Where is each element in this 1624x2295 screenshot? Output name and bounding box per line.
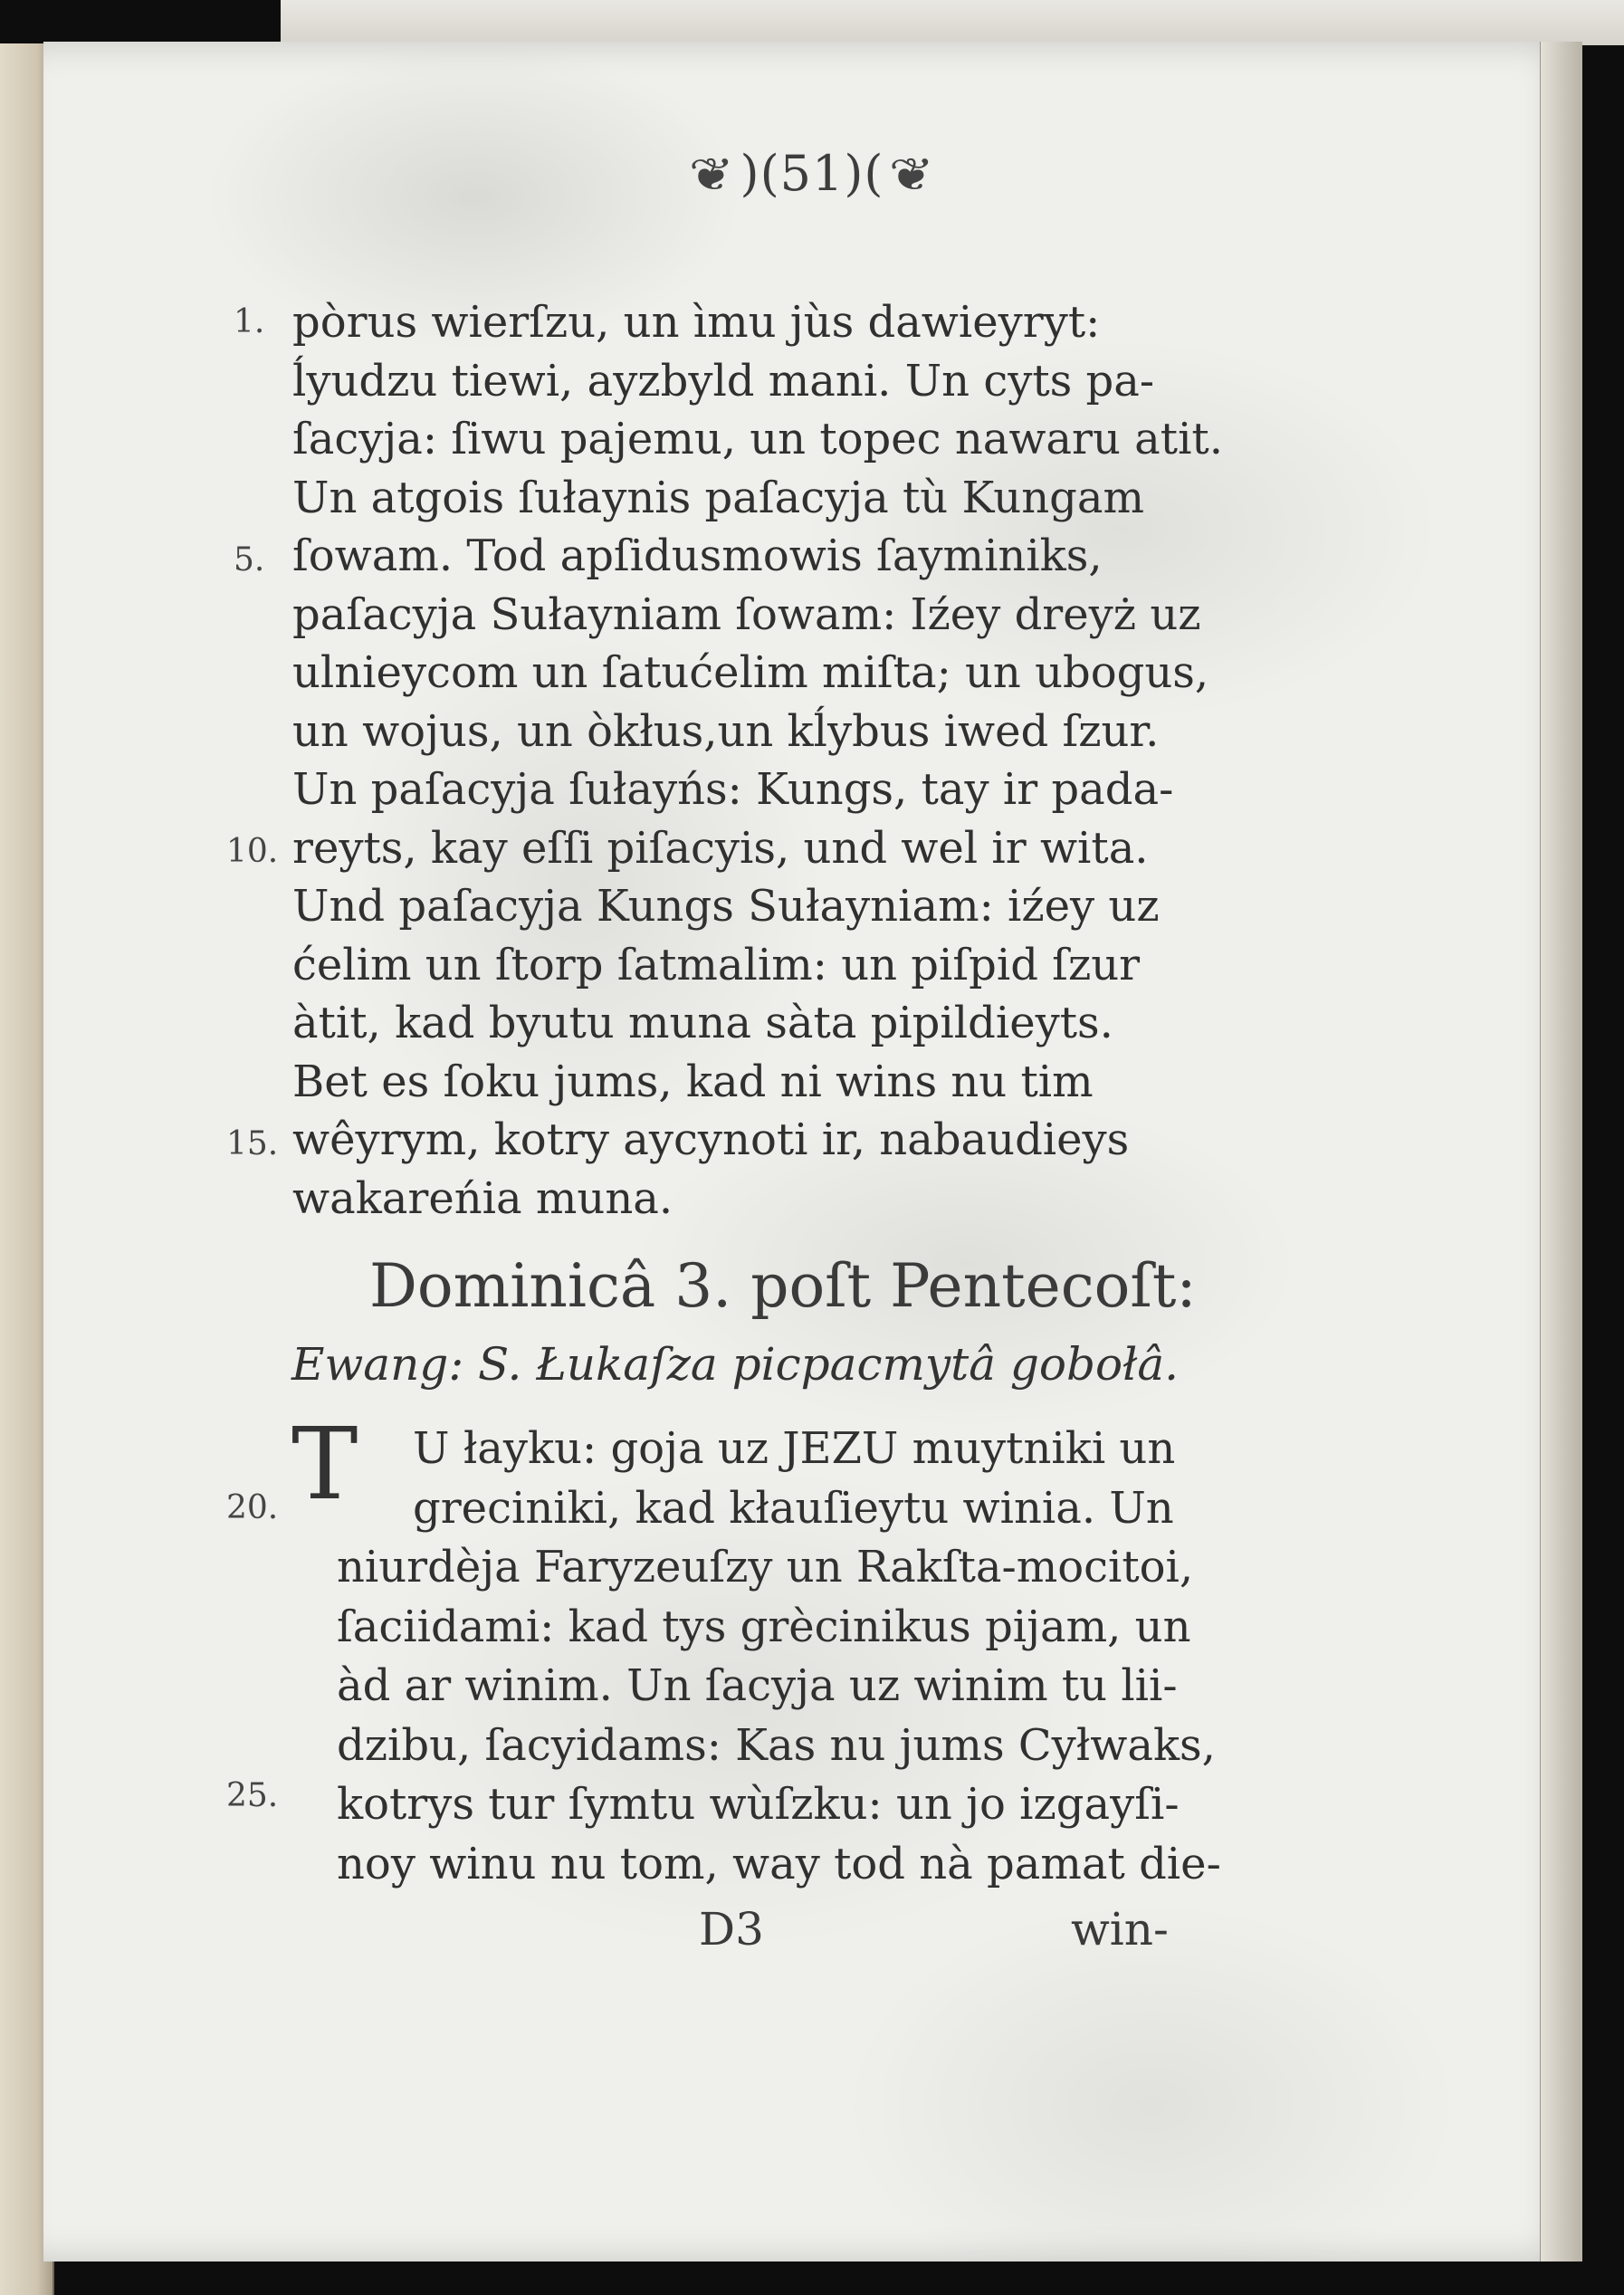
left-ornament-icon: ❦ — [688, 148, 735, 201]
signature-mark: D3 — [699, 1903, 764, 1956]
text-line: Bet es ſoku jums, kad ni wins nu tim — [292, 1056, 1094, 1107]
text-line: wakareńia muna. — [292, 1172, 673, 1224]
line-number: 20. — [226, 1489, 279, 1526]
text-line: àtit, kad byutu muna sàta pipildieyts. — [292, 998, 1113, 1048]
gospel-line: U łayku: goja uz JEZU muytniki un — [413, 1423, 1176, 1474]
text-line: Un atgois ſułaynis paſacyja tù Kungam — [292, 472, 1144, 523]
top-book-edge — [281, 0, 1624, 45]
text-line: pòrus wierſzu, un ìmu jùs dawieyryt: — [292, 297, 1101, 348]
text-line: paſacyja Sułayniam ſowam: Iźey dreyż uz — [292, 588, 1201, 640]
page-header — [0, 145, 1624, 202]
text-line: ĺyudzu tiewi, ayzbyld mani. Un cyts pa- — [292, 355, 1155, 406]
page-number: )(51)( — [740, 145, 884, 202]
text-line: ſowam. Tod apſidusmowis ſayminiks, — [292, 531, 1103, 581]
text-line: un wojus, un òkłus,un kĺybus iwed ſzur. — [292, 705, 1160, 757]
line-number: 10. — [226, 833, 279, 870]
text-line: ſacyja: ſiwu pajemu, un topec nawaru atit. — [292, 414, 1223, 464]
line-number: 15. — [226, 1125, 279, 1162]
gospel-line: greciniki, kad kłauſieytu winia. Un — [413, 1482, 1174, 1534]
page-gutter-shadow — [1540, 42, 1582, 2262]
gospel-line: dzibu, ſacyidams: Kas nu jums Cyłwaks, — [337, 1719, 1216, 1771]
right-ornament-icon: ❦ — [889, 148, 936, 201]
gospel-line: kotrys tur ſymtu wùſzku: un jo izgayſi- — [337, 1779, 1180, 1830]
catchword: win- — [1071, 1903, 1169, 1956]
text-line: ćelim un ſtorp ſatmalim: un piſpid ſzur — [292, 939, 1141, 990]
text-line: Un paſacyja ſułayńs: Kungs, tay ir pada- — [292, 764, 1174, 815]
gospel-line: àd ar winim. Un ſacyja uz winim tu lii- — [337, 1660, 1178, 1711]
line-number: 25. — [226, 1777, 279, 1814]
text-line: Und paſacyja Kungs Sułayniam: iźey uz — [292, 881, 1160, 932]
gospel-line: niurdèja Faryzeuſzy un Rakſta-mocitoi, — [337, 1542, 1194, 1592]
section-heading: Dominicâ 3. poſt Pentecoſt: — [369, 1251, 1197, 1321]
gospel-subheading: Ewang: S. Łukaſza picpacmytâ gobołâ. — [291, 1338, 1180, 1391]
line-number: 1. — [234, 303, 265, 340]
line-number: 5. — [234, 541, 265, 579]
text-line: reyts, kay eſſi piſacyis, und wel ir wita. — [292, 822, 1149, 874]
text-line: wêyrym, kotry aycynoti ir, nabaudieys — [292, 1114, 1130, 1165]
text-line: ulnieycom un ſatućelim miſta; un ubogus, — [292, 647, 1209, 698]
drop-cap: T — [291, 1406, 358, 1522]
gospel-line: ſaciidami: kad tys grècinikus pijam, un — [337, 1601, 1191, 1652]
gospel-line: noy winu nu tom, way tod nà pamat die- — [337, 1838, 1221, 1889]
